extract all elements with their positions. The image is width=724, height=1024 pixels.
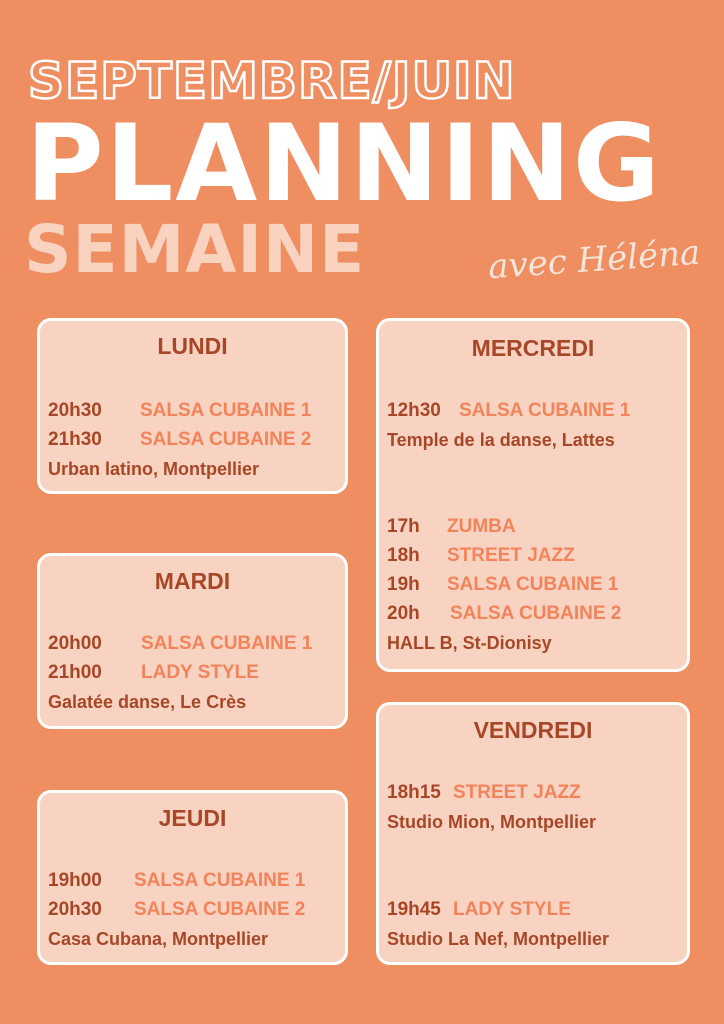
session-course: LADY STYLE bbox=[453, 899, 571, 920]
session-row bbox=[387, 542, 575, 570]
session-time: 20h00 bbox=[48, 633, 102, 654]
header-week: SEMAINE bbox=[24, 211, 366, 288]
day-title-lundi: LUNDI bbox=[157, 333, 228, 359]
session-time: 19h45 bbox=[387, 899, 441, 920]
day-title-mercredi: MERCREDI bbox=[471, 335, 595, 361]
session-row bbox=[48, 867, 305, 895]
session-time: 20h30 bbox=[48, 899, 102, 920]
session-course: SALSA CUBAINE 1 bbox=[134, 870, 306, 891]
session-time: 18h bbox=[387, 545, 420, 566]
session-course: SALSA CUBAINE 1 bbox=[140, 400, 312, 421]
session-time: 12h30 bbox=[387, 400, 441, 421]
session-time: 19h bbox=[387, 574, 420, 595]
session-course: SALSA CUBAINE 1 bbox=[459, 400, 631, 421]
session-row bbox=[48, 896, 305, 924]
session-row bbox=[387, 779, 581, 807]
session-course: ZUMBA bbox=[447, 516, 516, 537]
venue-text: Temple de la danse, Lattes bbox=[387, 430, 615, 450]
venue-text: Casa Cubana, Montpellier bbox=[48, 929, 269, 949]
session-time: 18h15 bbox=[387, 782, 441, 803]
session-row bbox=[48, 426, 311, 454]
session-row bbox=[387, 600, 621, 628]
session-course: SALSA CUBAINE 2 bbox=[134, 899, 306, 920]
session-time: 17h bbox=[387, 516, 420, 537]
session-course: STREET JAZZ bbox=[447, 545, 575, 566]
venue-text: HALL B, St-Dionisy bbox=[387, 633, 552, 653]
venue-text: Urban latino, Montpellier bbox=[48, 459, 260, 479]
session-time: 20h30 bbox=[48, 400, 102, 421]
session-time: 20h bbox=[387, 603, 420, 624]
page-title: PLANNING bbox=[26, 102, 662, 225]
card-jeudi bbox=[37, 790, 348, 965]
session-course: LADY STYLE bbox=[141, 662, 259, 683]
signature-text: avec Héléna bbox=[486, 232, 702, 288]
session-course: SALSA CUBAINE 1 bbox=[141, 633, 313, 654]
session-row bbox=[48, 397, 311, 425]
session-row bbox=[387, 397, 630, 425]
venue-text: Studio Mion, Montpellier bbox=[387, 812, 596, 832]
header-subtitle: SEPTEMBRE/JUIN bbox=[28, 52, 516, 110]
card-vendredi bbox=[376, 702, 690, 965]
card-mercredi bbox=[376, 318, 690, 672]
venue-text: Galatée danse, Le Crès bbox=[48, 692, 247, 712]
session-course: SALSA CUBAINE 2 bbox=[140, 429, 312, 450]
day-title-jeudi: JEUDI bbox=[158, 805, 227, 831]
session-time: 19h00 bbox=[48, 870, 102, 891]
session-time: 21h30 bbox=[48, 429, 102, 450]
venue-text: Studio La Nef, Montpellier bbox=[387, 929, 610, 949]
session-row bbox=[387, 513, 516, 541]
day-title-mardi: MARDI bbox=[154, 568, 231, 594]
session-course: SALSA CUBAINE 2 bbox=[450, 603, 622, 624]
session-row bbox=[387, 896, 571, 924]
session-row bbox=[48, 659, 259, 687]
session-course: SALSA CUBAINE 1 bbox=[447, 574, 619, 595]
session-course: STREET JAZZ bbox=[453, 782, 581, 803]
card-lundi bbox=[37, 318, 348, 494]
session-row bbox=[387, 571, 618, 599]
day-title-vendredi: VENDREDI bbox=[473, 717, 593, 743]
session-row bbox=[48, 630, 312, 658]
session-time: 21h00 bbox=[48, 662, 102, 683]
card-mardi bbox=[37, 553, 348, 729]
